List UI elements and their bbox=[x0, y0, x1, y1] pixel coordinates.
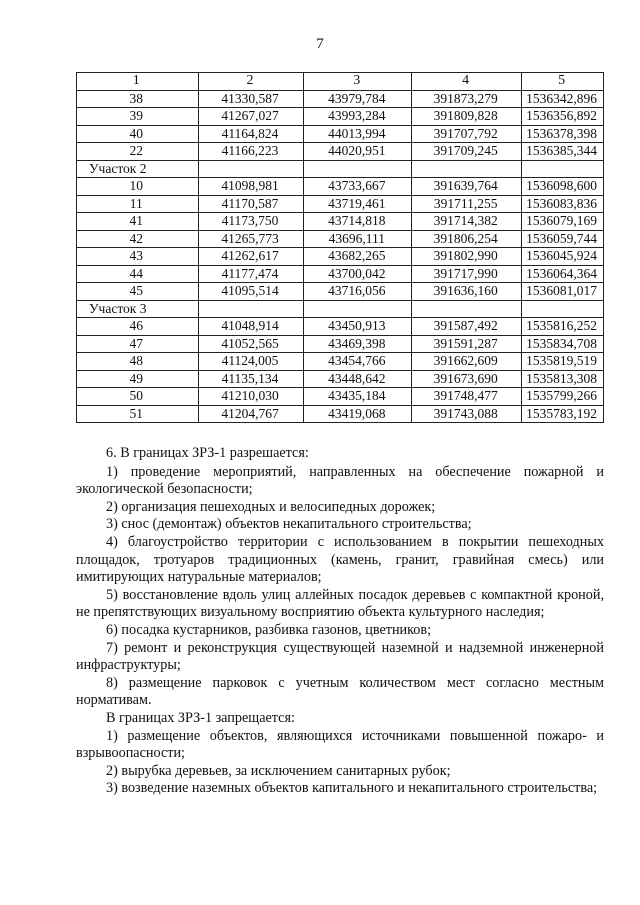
allowed-item: 5) восстановление вдоль улиц аллейных посадок деревьев с компактной кроной, не препятствующих визуальному восприятию объекта культурного наследия; bbox=[76, 586, 604, 621]
table-cell: 391743,088 bbox=[412, 405, 522, 423]
table-cell: 41048,914 bbox=[198, 318, 304, 336]
table-cell: 391717,990 bbox=[412, 265, 522, 283]
table-cell: 1535813,308 bbox=[522, 370, 604, 388]
table-cell bbox=[304, 160, 412, 178]
table-cell: 39 bbox=[77, 108, 199, 126]
table-cell: 10 bbox=[77, 178, 199, 196]
header-cell: 1 bbox=[77, 73, 199, 91]
table-cell: 41204,767 bbox=[198, 405, 304, 423]
table-row bbox=[77, 90, 604, 108]
table-cell: 391591,287 bbox=[412, 335, 522, 353]
table-cell: 1536045,924 bbox=[522, 248, 604, 266]
table-cell bbox=[304, 300, 412, 318]
table-cell: 46 bbox=[77, 318, 199, 336]
table-cell: Участок 2 bbox=[77, 160, 199, 178]
table-cell: 41098,981 bbox=[198, 178, 304, 196]
table-cell: 41095,514 bbox=[198, 283, 304, 301]
table-row bbox=[77, 108, 604, 126]
table-section-row bbox=[77, 300, 604, 318]
table-cell: 391802,990 bbox=[412, 248, 522, 266]
table-cell: 391748,477 bbox=[412, 388, 522, 406]
table-cell: 44020,951 bbox=[304, 143, 412, 161]
forbidden-item: 1) размещение объектов, являющихся источниками повышенной пожаро- и взрывоопасности; bbox=[76, 727, 604, 762]
table-cell: 1536098,600 bbox=[522, 178, 604, 196]
table-cell: 43 bbox=[77, 248, 199, 266]
allowed-item: 8) размещение парковок с учетным количеством мест согласно местным нормативам. bbox=[76, 674, 604, 709]
table-cell: 43993,284 bbox=[304, 108, 412, 126]
table-cell: 41177,474 bbox=[198, 265, 304, 283]
table-row bbox=[77, 405, 604, 423]
table-row bbox=[77, 230, 604, 248]
table-cell bbox=[522, 300, 604, 318]
table-cell: 43696,111 bbox=[304, 230, 412, 248]
forbidden-item: 2) вырубка деревьев, за исключением санитарных рубок; bbox=[106, 762, 451, 779]
allowed-item: 2) организация пешеходных и велосипедных дорожек; bbox=[106, 498, 436, 515]
table-cell: 391673,690 bbox=[412, 370, 522, 388]
table-cell bbox=[198, 300, 304, 318]
allowed-item: 3) снос (демонтаж) объектов некапитального строительства; bbox=[106, 516, 472, 533]
table-cell: 41 bbox=[77, 213, 199, 231]
coordinates-table bbox=[76, 72, 604, 423]
table-cell: 41124,005 bbox=[198, 353, 304, 371]
table-cell: 41166,223 bbox=[198, 143, 304, 161]
table-cell: 43435,184 bbox=[304, 388, 412, 406]
table-cell: 41164,824 bbox=[198, 125, 304, 143]
table-header-row bbox=[77, 73, 604, 91]
forbidden-item: 3) возведение наземных объектов капитального и некапитального строительства; bbox=[106, 780, 598, 797]
table-cell bbox=[412, 300, 522, 318]
table-cell: 43419,068 bbox=[304, 405, 412, 423]
table-cell: 43700,042 bbox=[304, 265, 412, 283]
table-cell: 1536356,892 bbox=[522, 108, 604, 126]
allowed-heading: 6. В границах ЗРЗ-1 разрешается: bbox=[106, 445, 309, 461]
table-row bbox=[77, 370, 604, 388]
allowed-item: 7) ремонт и реконструкция существующей наземной и надземной инженерной инфраструктуры; bbox=[76, 639, 604, 674]
table-row bbox=[77, 265, 604, 283]
table-cell: 1535819,519 bbox=[522, 353, 604, 371]
table-cell bbox=[412, 160, 522, 178]
table-cell: 43733,667 bbox=[304, 178, 412, 196]
table-cell bbox=[522, 160, 604, 178]
table-cell: 41265,773 bbox=[198, 230, 304, 248]
table-cell: 391714,382 bbox=[412, 213, 522, 231]
table-cell: 43454,766 bbox=[304, 353, 412, 371]
table-cell: 44013,994 bbox=[304, 125, 412, 143]
table-cell: 391809,828 bbox=[412, 108, 522, 126]
table-cell: 391636,160 bbox=[412, 283, 522, 301]
table-row bbox=[77, 143, 604, 161]
table-cell: 1535834,708 bbox=[522, 335, 604, 353]
table-cell: 41173,750 bbox=[198, 213, 304, 231]
table-section-row bbox=[77, 160, 604, 178]
table-cell: 43682,265 bbox=[304, 248, 412, 266]
table-cell: 43979,784 bbox=[304, 90, 412, 108]
table-cell: 391806,254 bbox=[412, 230, 522, 248]
table-row bbox=[77, 335, 604, 353]
table-cell: 43450,913 bbox=[304, 318, 412, 336]
table-cell: 51 bbox=[77, 405, 199, 423]
table-row bbox=[77, 318, 604, 336]
allowed-item: 4) благоустройство территории с использованием в покрытии пешеходных площадок, тротуаров традиционных (камень, гранит, гравийная смесь) или имитирующих натуральные материалов; bbox=[76, 533, 604, 586]
table-cell: 48 bbox=[77, 353, 199, 371]
table-cell: 391639,764 bbox=[412, 178, 522, 196]
table-cell: 1536059,744 bbox=[522, 230, 604, 248]
table-cell: 1536079,169 bbox=[522, 213, 604, 231]
table-cell: 1536378,398 bbox=[522, 125, 604, 143]
table-row bbox=[77, 178, 604, 196]
header-cell: 2 bbox=[198, 73, 304, 91]
table-cell: 391662,609 bbox=[412, 353, 522, 371]
table-cell: 41267,027 bbox=[198, 108, 304, 126]
table-cell: 1536081,017 bbox=[522, 283, 604, 301]
table-cell: 1536385,344 bbox=[522, 143, 604, 161]
table-row bbox=[77, 353, 604, 371]
regulations-text bbox=[76, 445, 604, 798]
table-cell: 43448,642 bbox=[304, 370, 412, 388]
table-cell: 391709,245 bbox=[412, 143, 522, 161]
table-cell: 43469,398 bbox=[304, 335, 412, 353]
allowed-item: 6) посадка кустарников, разбивка газонов, цветников; bbox=[106, 621, 432, 638]
table-cell: 11 bbox=[77, 195, 199, 213]
table-cell bbox=[198, 160, 304, 178]
table-cell: 1535816,252 bbox=[522, 318, 604, 336]
table-cell: 45 bbox=[77, 283, 199, 301]
table-cell: 49 bbox=[77, 370, 199, 388]
table-cell: 1536083,836 bbox=[522, 195, 604, 213]
table-cell: 1535783,192 bbox=[522, 405, 604, 423]
table-cell: 50 bbox=[77, 388, 199, 406]
table-row bbox=[77, 248, 604, 266]
table-cell: 1535799,266 bbox=[522, 388, 604, 406]
table-cell: 42 bbox=[77, 230, 199, 248]
coordinates-table-body bbox=[77, 73, 604, 423]
table-cell: 38 bbox=[77, 90, 199, 108]
table-row bbox=[77, 125, 604, 143]
table-row bbox=[77, 195, 604, 213]
table-cell: 47 bbox=[77, 335, 199, 353]
header-cell: 3 bbox=[304, 73, 412, 91]
table-cell: 1536064,364 bbox=[522, 265, 604, 283]
table-cell: 43719,461 bbox=[304, 195, 412, 213]
table-cell: 40 bbox=[77, 125, 199, 143]
table-cell: 41330,587 bbox=[198, 90, 304, 108]
table-row bbox=[77, 283, 604, 301]
table-cell: 41210,030 bbox=[198, 388, 304, 406]
allowed-item: 1) проведение мероприятий, направленных на обеспечение пожарной и экологической безопасности; bbox=[76, 463, 604, 498]
table-cell: 41170,587 bbox=[198, 195, 304, 213]
table-cell: 391873,279 bbox=[412, 90, 522, 108]
table-cell: Участок 3 bbox=[77, 300, 199, 318]
table-row bbox=[77, 213, 604, 231]
header-cell: 4 bbox=[412, 73, 522, 91]
table-cell: 43714,818 bbox=[304, 213, 412, 231]
table-cell: 44 bbox=[77, 265, 199, 283]
table-cell: 41135,134 bbox=[198, 370, 304, 388]
table-cell: 43716,056 bbox=[304, 283, 412, 301]
forbidden-heading: В границах ЗРЗ-1 запрещается: bbox=[106, 709, 295, 726]
table-cell: 41262,617 bbox=[198, 248, 304, 266]
table-cell: 1536342,896 bbox=[522, 90, 604, 108]
table-cell: 391587,492 bbox=[412, 318, 522, 336]
table-row bbox=[77, 388, 604, 406]
page-number: 7 bbox=[316, 36, 324, 52]
table-cell: 41052,565 bbox=[198, 335, 304, 353]
table-cell: 22 bbox=[77, 143, 199, 161]
table-cell: 391711,255 bbox=[412, 195, 522, 213]
table-cell: 391707,792 bbox=[412, 125, 522, 143]
header-cell: 5 bbox=[522, 73, 604, 91]
